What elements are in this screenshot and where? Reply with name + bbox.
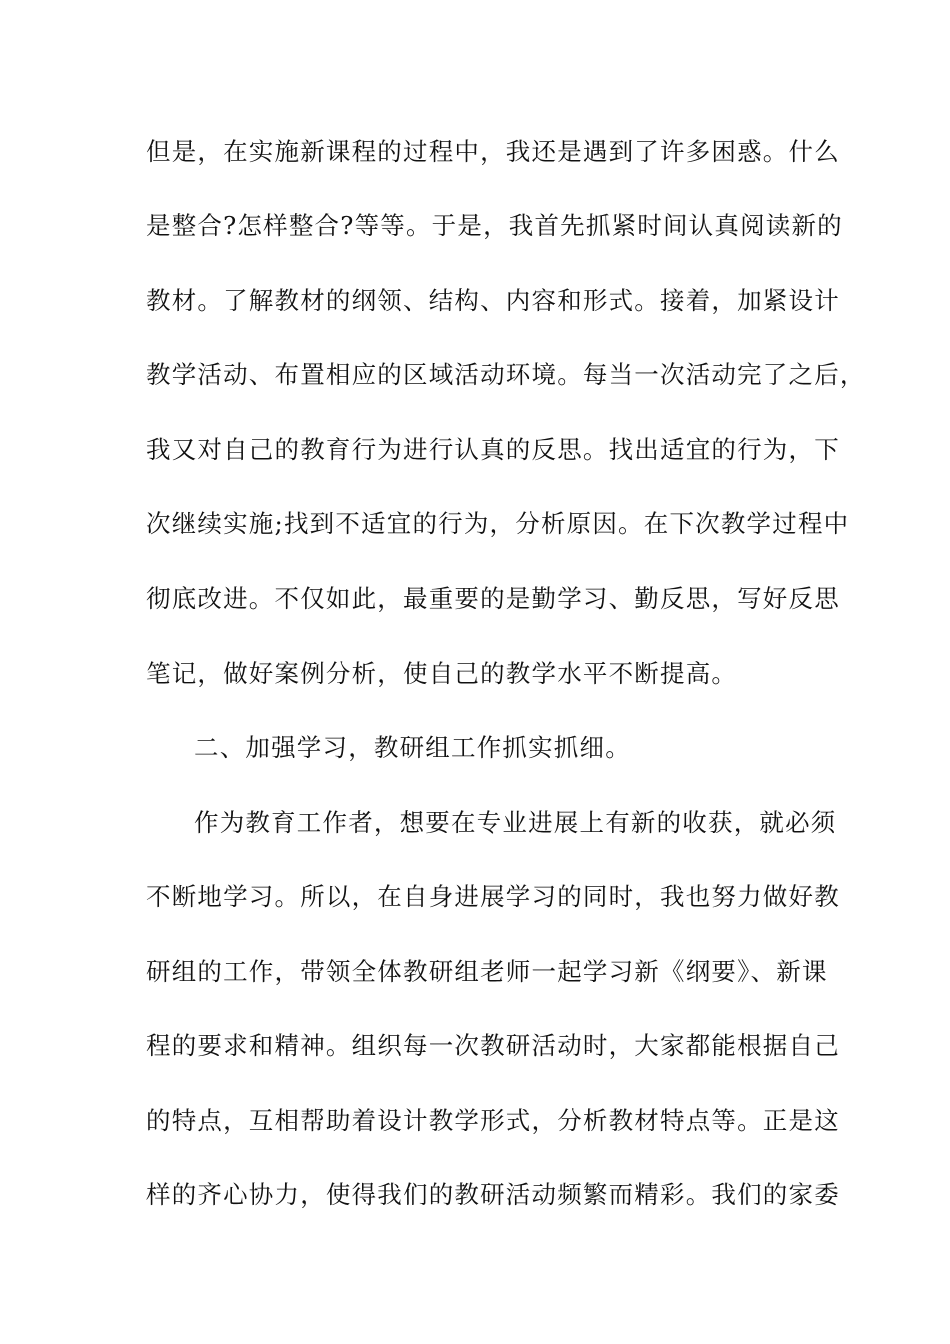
- text-line-13: 程的要求和精神。组织每一次教研活动时，大家都能根据自己: [146, 1031, 840, 1060]
- text-line-7: 彻底改进。不仅如此，最重要的是勤学习、勤反思，写好反思: [146, 584, 840, 613]
- text-line-5: 我又对自己的教育行为进行认真的反思。找出适宜的行为，下: [146, 435, 840, 464]
- text-line-12: 研组的工作，带领全体教研组老师一起学习新《纲要》、新课: [146, 957, 828, 986]
- text-line-15: 样的齐心协力，使得我们的教研活动频繁而精彩。我们的家委: [146, 1180, 840, 1209]
- text-line-14: 的特点，互相帮助着设计教学形式，分析教材特点等。正是这: [146, 1106, 840, 1135]
- text-line-1: 但是，在实施新课程的过程中，我还是遇到了许多困惑。什么: [146, 137, 840, 166]
- text-line-4: 教学活动、布置相应的区域活动环境。每当一次活动完了之后，: [146, 360, 866, 389]
- text-line-10: 作为教育工作者，想要在专业进展上有新的收获，就必须: [194, 808, 837, 837]
- text-line-2: 是整合?怎样整合?等等。于是，我首先抓紧时间认真阅读新的: [146, 211, 843, 240]
- text-line-6: 次继续实施;找到不适宜的行为，分析原因。在下次教学过程中: [146, 509, 850, 538]
- section-heading: 二、加强学习，教研组工作抓实抓细。: [194, 733, 631, 762]
- text-line-3: 教材。了解教材的纲领、结构、内容和形式。接着，加紧设计: [146, 286, 840, 315]
- text-line-8: 笔记，做好案例分析，使自己的教学水平不断提高。: [146, 659, 738, 688]
- text-line-11: 不断地学习。所以，在自身进展学习的同时，我也努力做好教: [146, 882, 840, 911]
